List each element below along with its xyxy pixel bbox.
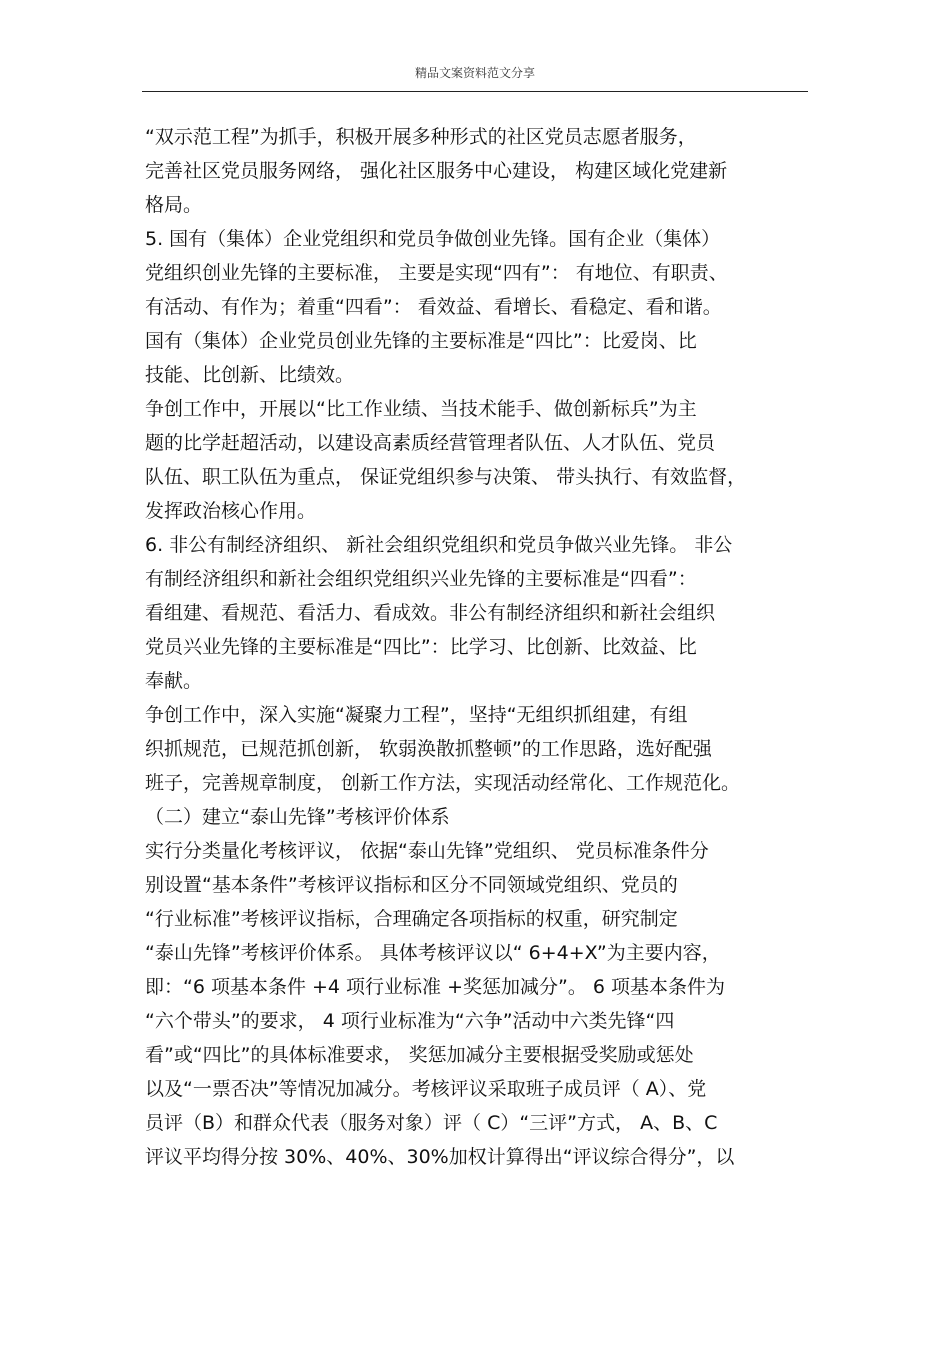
text-line: 争创工作中，深入实施“凝聚力工程”，坚持“无组织抓组建，有组 [145,704,688,726]
page-header: 精品文案资料范文分享 [414,66,535,80]
text-line: 别设置“基本条件”考核评议指标和区分不同领域党组织、党员的 [145,874,678,896]
text-line: 看”或“四比”的具体标准要求， 奖惩加减分主要根据受奖励或惩处 [145,1044,694,1066]
text-line: 看组建、看规范、看活力、看成效。非公有制经济组织和新社会组织 [145,602,716,624]
text-line: 发挥政治核心作用。 [145,500,317,522]
text-line: 党员兴业先锋的主要标准是“四比”：比学习、比创新、比效益、比 [145,636,697,658]
text-line: “行业标准”考核评议指标，合理确定各项指标的权重，研究制定 [145,908,678,930]
text-line: “泰山先锋”考核评价体系。 具体考核评议以“ 6+4+X”为主要内容， [145,942,721,964]
text-line: 国有（集体）企业党员创业先锋的主要标准是“四比”：比爱岗、比 [145,330,697,352]
text-line: 队伍、职工队伍为重点， 保证党组织参与决策、 带头执行、有效监督， [145,466,747,488]
text-line: 争创工作中，开展以“比工作业绩、当技术能手、做创新标兵”为主 [145,398,697,420]
text-line: 即：“6 项基本条件 +4 项行业标准 +奖惩加减分”。 6 项基本条件为 [145,976,726,998]
text-line: 题的比学赶超活动，以建设高素质经营管理者队伍、人才队伍、党员 [145,432,716,454]
text-line: 评议平均得分按 30%、40%、30%加权计算得出“评议综合得分”，以 [145,1146,735,1168]
document-body [145,120,810,1174]
section-heading: （二）建立“泰山先锋”考核评价体系 [145,806,450,828]
text-line: 织抓规范，已规范抓创新， 软弱涣散抓整顿”的工作思路，选好配强 [145,738,712,760]
text-line: 以及“一票否决”等情况加减分。考核评议采取班子成员评（ A）、党 [145,1078,707,1100]
text-line: 党组织创业先锋的主要标准， 主要是实现“四有”： 有地位、有职责、 [145,262,728,284]
text-line: 技能、比创新、比绩效。 [145,364,355,386]
text-line: “六个带头”的要求， 4 项行业标准为“六争”活动中六类先锋“四 [145,1010,675,1032]
text-line: 6. 非公有制经济组织、 新社会组织党组织和党员争做兴业先锋。 非公 [145,534,733,556]
text-line: “双示范工程”为抓手，积极开展多种形式的社区党员志愿者服务， [145,126,697,148]
text-line: 员评（B）和群众代表（服务对象）评（ C）“三评”方式， A、B、C [145,1112,718,1134]
text-line: 实行分类量化考核评议， 依据“泰山先锋”党组织、 党员标准条件分 [145,840,709,862]
text-line: 有活动、有作为；着重“四看”： 看效益、看增长、看稳定、看和谐。 [145,296,722,318]
text-line: 格局。 [145,194,203,216]
text-line: 班子，完善规章制度， 创新工作方法，实现活动经常化、工作规范化。 [145,772,741,794]
text-line: 有制经济组织和新社会组织党组织兴业先锋的主要标准是“四看”： [145,568,697,590]
text-line: 5. 国有（集体）企业党组织和党员争做创业先锋。国有企业（集体） [145,228,721,250]
text-line: 完善社区党员服务网络， 强化社区服务中心建设， 构建区域化党建新 [145,160,728,182]
text-line: 奉献。 [145,670,203,692]
header-divider [142,91,808,92]
